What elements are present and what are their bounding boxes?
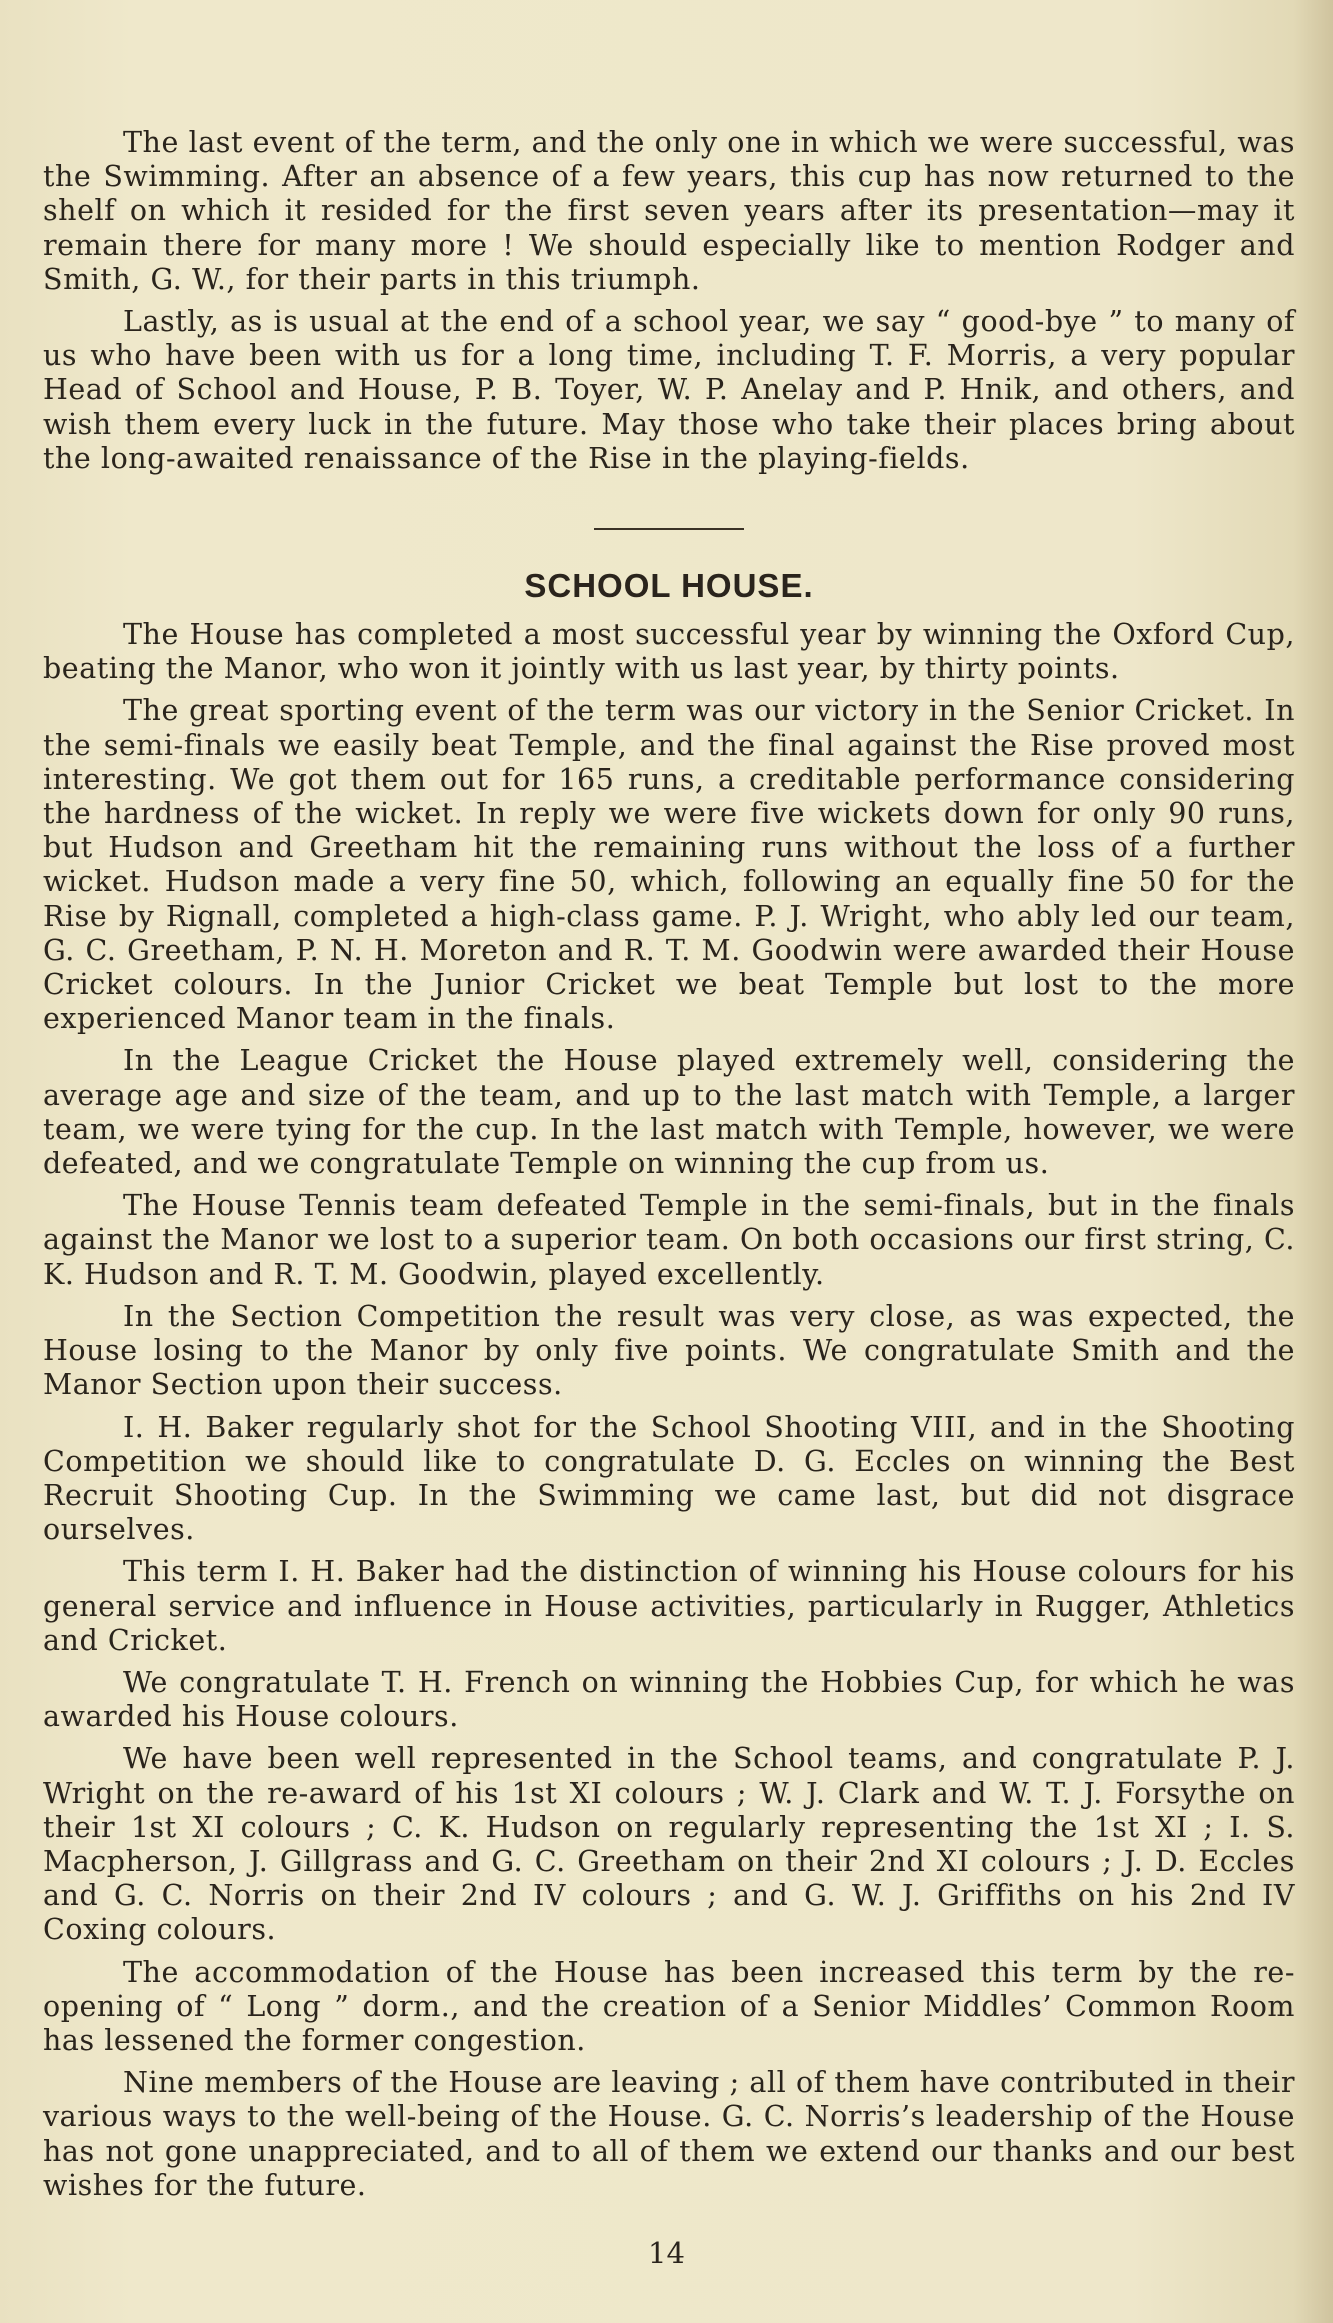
paragraph-hobbies-cup: We congratulate T. H. French on winning the Hobbies Cup, for which he was awarded his House colours. — [43, 1665, 1295, 1734]
paragraph-oxford-cup: The House has completed a most successful year by winning the Oxford Cup, beating the Manor, who won it jointly with us last year, by thirty points. — [43, 618, 1295, 686]
paragraph-swimming: The last event of the term, and the only one in which we were successful, was the Swimming. After an absence of a few years, this cup has now returned to the shelf on which it resided for the first seven years after its presentation—may it remain there for many more ! We should especially like to mention Rodger and Smith, G. W., for their parts in this triumph. — [43, 126, 1295, 296]
paragraph-goodbye: Lastly, as is usual at the end of a school year, we say “ good-bye ” to many of us who have been with us for a long time, including T. F. Morris, a very popular Head of School and House, P. B. Toyer, W. P. Anelay and P. Hnik, and others, and wish them every luck in the future. May those who take their places bring about the long-awaited renaissance of the Rise in the playing-fields. — [43, 305, 1295, 475]
text-column — [43, 126, 1295, 2211]
paragraph-accommodation: The accommodation of the House has been increased this term by the re-opening of “ Long ” dorm., and the creation of a Senior Middles’ Common Room has lessened the former congestion. — [43, 1955, 1295, 2057]
paragraph-section-competition: In the Section Competition the result was very close, as was expected, the House losing to the Manor by only five points. We congratulate Smith and the Manor Section upon their success. — [43, 1299, 1295, 1402]
paragraph-school-teams: We have been well represented in the School teams, and congratulate P. J. Wright on the re-award of his 1st XI colours ; W. J. Clark and W. T. J. Forsythe on their 1st XI colours ; C. K. Hudson on regularly representing the 1st XI ; I. S. Macpherson, J. Gillgrass and G. C. Greetham on their 2nd XI colours ; J. D. Eccles and G. C. Norris on their 2nd IV colours ; and G. W. J. Griffiths on his 2nd IV Coxing colours. — [43, 1742, 1295, 1947]
paragraph-tennis: The House Tennis team defeated Temple in the semi-finals, but in the finals against the Manor we lost to a superior team. On both occasions our first string, C. K. Hudson and R. T. M. Goodwin, played excellently. — [43, 1189, 1295, 1291]
page-number: 14 — [648, 2236, 685, 2270]
paragraph-senior-cricket: The great sporting event of the term was our victory in the Senior Cricket. In the semi-finals we easily beat Temple, and the final against the Rise proved most interesting. We got them out for 165 runs, a creditable performance considering the hardness of the wicket. In reply we were five wickets down for only 90 runs, but Hudson and Greetham hit the remaining runs without the loss of a further wicket. Hudson made a very fine 50, which, following an equally fine 50 for the Rise by Rignall, completed a high-class game. P. J. Wright, who ably led our team, G. C. Greetham, P. N. H. Moreton and R. T. M. Goodwin were awarded their House Cricket colours. In the Junior Cricket we beat Temple but lost to the more experienced Manor team in the finals. — [43, 694, 1295, 1036]
paragraph-house-colours: This term I. H. Baker had the distinction of winning his House colours for his general service and influence in House activities, particularly in Rugger, Athletics and Cricket. — [43, 1555, 1295, 1657]
paragraph-shooting: I. H. Baker regularly shot for the School Shooting VIII, and in the Shooting Competition we should like to congratulate D. G. Eccles on winning the Best Recruit Shooting Cup. In the Swimming we came last, but did not disgrace ourselves. — [43, 1410, 1295, 1547]
section-divider — [594, 528, 744, 530]
section-heading: SCHOOL HOUSE. — [524, 567, 814, 605]
paragraph-leavers: Nine members of the House are leaving ; all of them have contributed in their various ways to the well-being of the House. G. C. Norris’s leadership of the House has not gone unappreciated, and to all of them we extend our thanks and our best wishes for the future. — [43, 2066, 1295, 2202]
paragraph-league-cricket: In the League Cricket the House played extremely well, considering the average age and size of the team, and up to the last match with Temple, a larger team, we were tying for the cup. In the last match with Temple, however, we were defeated, and we congratulate Temple on winning the cup from us. — [43, 1044, 1295, 1181]
